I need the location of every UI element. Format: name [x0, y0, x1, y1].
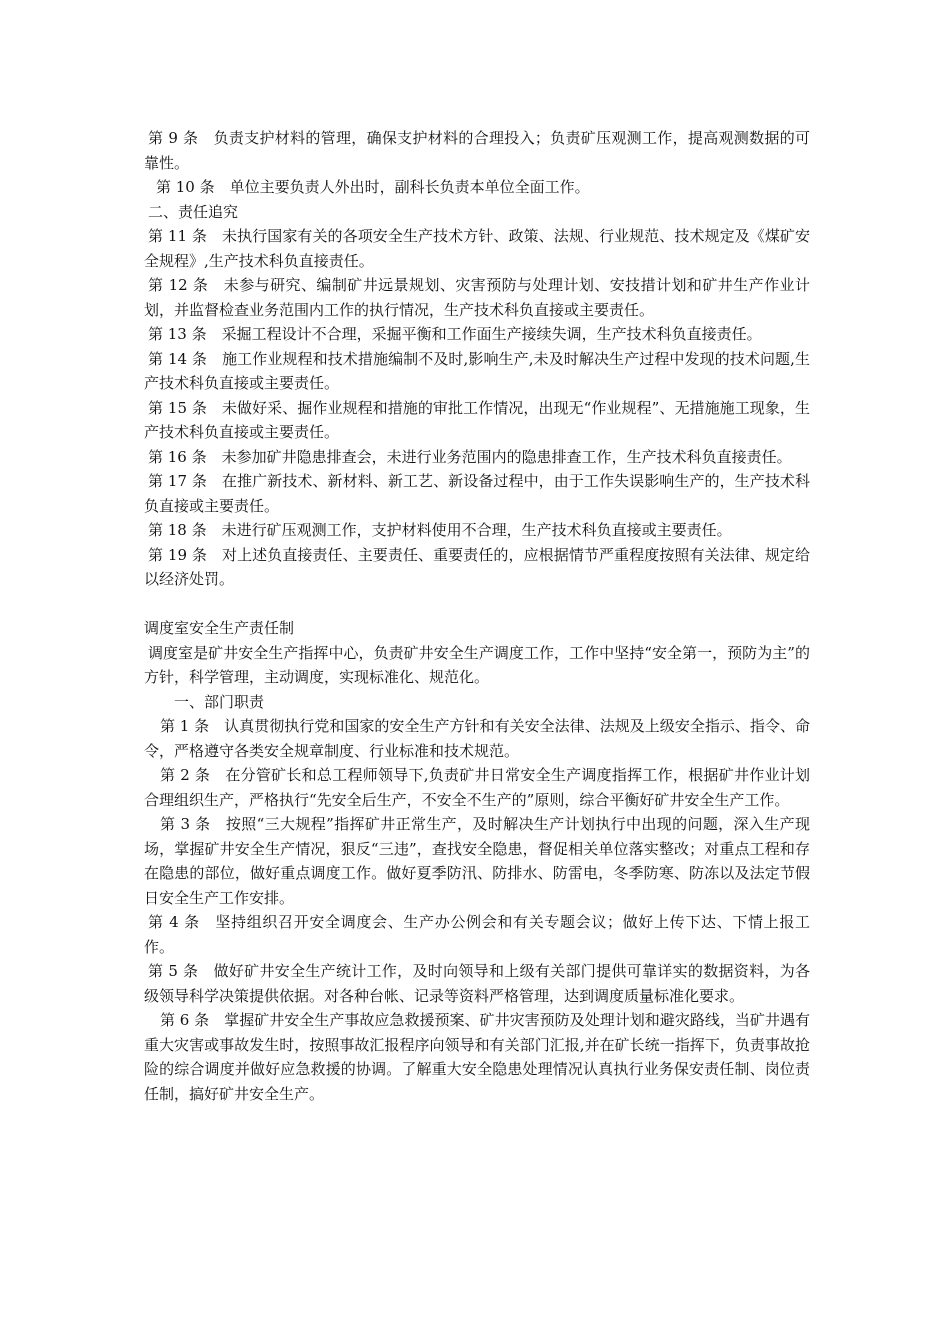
article-15: 第 15 条 未做好采、掘作业规程和措施的审批工作情况，出现无“作业规程”、无措施施工现象，生产技术科负直接或主要责任。 — [144, 398, 810, 441]
article-4: 第 4 条 坚持组织召开安全调度会、生产办公例会和有关专题会议；做好上传下达、下情上报工作。 — [144, 913, 810, 956]
document-title: 调度室安全生产责任制 — [144, 619, 295, 637]
document-body — [144, 126, 810, 1106]
article-18: 第 18 条 未进行矿压观测工作，支护材料使用不合理，生产技术科负直接或主要责任。 — [148, 521, 732, 539]
article-5: 第 5 条 做好矿井安全生产统计工作，及时向领导和上级有关部门提供可靠详实的数据资料，为各级领导科学决策提供依据。对各种台帐、记录等资料严格管理，达到调度质量标准化要求。 — [144, 962, 810, 1005]
article-12: 第 12 条 未参与研究、编制矿井远景规划、灾害预防与处理计划、安技措计划和矿井生产作业计划，并监督检查业务范围内工作的执行情况，生产技术科负直接或主要责任。 — [144, 276, 810, 319]
article-16: 第 16 条 未参加矿井隐患排查会，未进行业务范围内的隐患排查工作，生产技术科负直接责任。 — [148, 447, 792, 466]
article-14: 第 14 条 施工作业规程和技术措施编制不及时,影响生产,未及时解决生产过程中发现的技术问题,生产技术科负直接或主要责任。 — [144, 349, 810, 392]
article-13: 第 13 条 采掘工程设计不合理，采掘平衡和工作面生产接续失调，生产技术科负直接责任。 — [148, 325, 762, 343]
article-6: 第 6 条 掌握矿井安全生产事故应急救援预案、矿井灾害预防及处理计划和避灾路线，当矿井遇有重大灾害或事故发生时，按照事故汇报程序向领导和有关部门汇报,并在矿长统一指挥下，负责事故抢险的综合调度并做好应急救援的协调。了解重大安全隐患处理情况认真执行业务保安责任制、岗位责任制，搞好矿井安全生产。 — [144, 1011, 810, 1103]
section-heading-liability: 二、责任追究 — [148, 202, 239, 221]
article-3: 第 3 条 按照“三大规程”指挥矿井正常生产，及时解决生产计划执行中出现的问题，深入生产现场，掌握矿井安全生产情况，狠反“三违”，查找安全隐患，督促相关单位落实整改；对重点工程和存在隐患的部位，做好重点调度工作。做好夏季防汛、防排水、防雷电，冬季防寒、防冻以及法定节假日安全生产工作安排。 — [144, 815, 810, 907]
article-10: 第 10 条 单位主要负责人外出时，副科长负责本单位全面工作。 — [156, 178, 590, 196]
article-9: 第 9 条 负责支护材料的管理，确保支护材料的合理投入；负责矿压观测工作，提高观测数据的可靠性。 — [144, 129, 810, 172]
article-19: 第 19 条 对上述负直接责任、主要责任、重要责任的，应根据情节严重程度按照有关法律、规定给以经济处罚。 — [144, 545, 810, 588]
paragraph-spacer — [144, 592, 810, 617]
article-11: 第 11 条 未执行国家有关的各项安全生产技术方针、政策、法规、行业规范、技术规定及《煤矿安全规程》,生产技术科负直接责任。 — [144, 227, 810, 270]
article-1: 第 1 条 认真贯彻执行党和国家的安全生产方针和有关安全法律、法规及上级安全指示、指令、命令，严格遵守各类安全规章制度、行业标准和技术规范。 — [144, 717, 810, 760]
article-2: 第 2 条 在分管矿长和总工程师领导下,负责矿井日常安全生产调度指挥工作，根据矿井作业计划合理组织生产，严格执行“先安全后生产，不安全不生产的”原则，综合平衡好矿井安全生产工作。 — [144, 766, 810, 809]
article-17: 第 17 条 在推广新技术、新材料、新工艺、新设备过程中，由于工作失误影响生产的，生产技术科负直接或主要责任。 — [144, 472, 810, 515]
intro-paragraph: 调度室是矿井安全生产指挥中心，负责矿井安全生产调度工作，工作中坚持“安全第一，预防为主”的方针，科学管理，主动调度，实现标准化、规范化。 — [144, 643, 810, 686]
section-heading-duties: 一、部门职责 — [174, 692, 265, 711]
